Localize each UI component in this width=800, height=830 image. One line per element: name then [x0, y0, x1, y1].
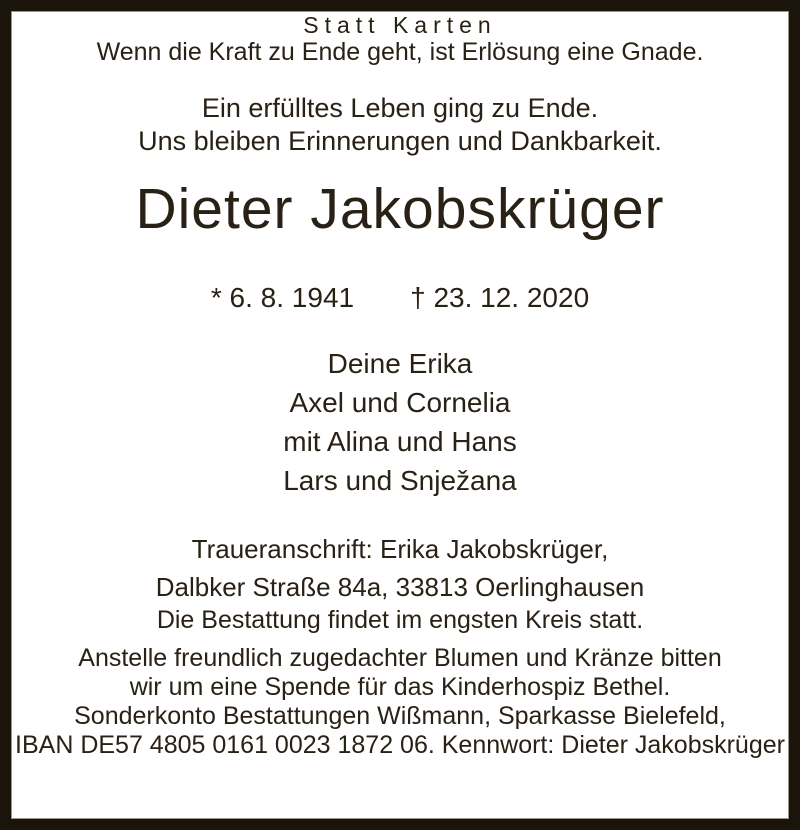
deceased-name: Dieter Jakobskrüger: [135, 177, 665, 241]
donation-line-4: IBAN DE57 4805 0161 0023 1872 06. Kennwort: Dieter Jakobskrüger: [15, 731, 785, 760]
mourner-line: Deine Erika: [327, 348, 473, 380]
intro-line-1: Ein erfülltes Leben ging zu Ende.: [201, 93, 599, 123]
death-date: † 23. 12. 2020: [410, 282, 590, 314]
mourning-address-line-1: Traueranschrift: Erika Jakobskrüger,: [191, 534, 609, 565]
donation-line-2: wir um eine Spende für das Kinderhospiz Bethel.: [129, 673, 671, 702]
mourner-line: Axel und Cornelia: [289, 387, 511, 419]
birth-date: * 6. 8. 1941: [210, 282, 355, 314]
mourner-line: Lars und Snježana: [283, 465, 517, 497]
donation-block: [12, 644, 788, 760]
mourning-address-line-2: Dalbker Straße 84a, 33813 Oerlinghausen: [155, 572, 645, 603]
funeral-note: Die Bestattung findet im engsten Kreis statt.: [156, 606, 644, 635]
mourner-line: mit Alina und Hans: [283, 426, 517, 458]
motto-line: Wenn die Kraft zu Ende geht, ist Erlösung eine Gnade.: [96, 38, 704, 66]
mourning-address-block: [12, 530, 788, 606]
life-dates: [12, 282, 788, 314]
preline-statt-karten: Statt Karten: [303, 12, 497, 38]
intro-block: [12, 92, 788, 158]
obituary-notice: [11, 11, 789, 819]
intro-line-2: Uns bleiben Erinnerungen und Dankbarkeit.: [138, 126, 662, 156]
mourners-block: [12, 344, 788, 500]
donation-line-1: Anstelle freundlich zugedachter Blumen und Kränze bitten: [78, 644, 722, 673]
donation-line-3: Sonderkonto Bestattungen Wißmann, Sparkasse Bielefeld,: [74, 702, 726, 731]
